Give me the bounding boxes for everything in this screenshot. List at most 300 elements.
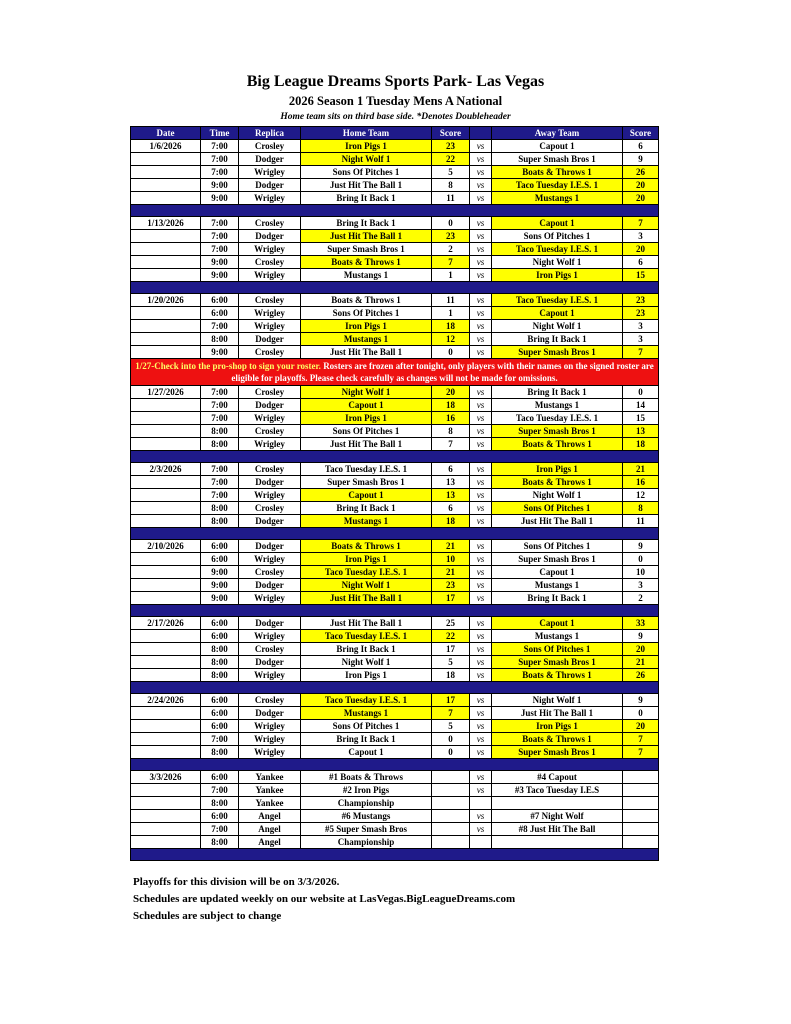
game-date: 1/20/2026 <box>131 294 201 307</box>
field-replica: Wrigley <box>239 630 301 643</box>
away-team: Iron Pigs 1 <box>492 720 623 733</box>
game-date <box>131 515 201 528</box>
away-team <box>492 797 623 810</box>
home-team: Bring It Back 1 <box>301 502 432 515</box>
col-away-team: Away Team <box>492 127 623 140</box>
week-separator <box>131 849 659 861</box>
game-row <box>131 656 659 669</box>
home-team: Night Wolf 1 <box>301 656 432 669</box>
footer-disclaimer: Schedules are subject to change <box>133 910 282 922</box>
home-score: 11 <box>432 294 470 307</box>
field-replica: Crosley <box>239 463 301 476</box>
game-time: 7:00 <box>201 823 239 836</box>
away-team: Bring It Back 1 <box>492 592 623 605</box>
game-row <box>131 153 659 166</box>
home-team: Sons Of Pitches 1 <box>301 425 432 438</box>
home-score <box>432 771 470 784</box>
announcement-highlight: 1/27-Check into the pro-shop to sign your roster. <box>135 361 321 371</box>
game-row <box>131 810 659 823</box>
game-row <box>131 784 659 797</box>
away-team: Capout 1 <box>492 140 623 153</box>
home-team: Taco Tuesday I.E.S. 1 <box>301 463 432 476</box>
home-score: 6 <box>432 502 470 515</box>
away-score: 6 <box>623 256 659 269</box>
game-date <box>131 438 201 451</box>
home-score: 2 <box>432 243 470 256</box>
vs-label: vs <box>470 630 492 643</box>
field-replica: Wrigley <box>239 412 301 425</box>
game-date: 2/24/2026 <box>131 694 201 707</box>
away-score: 20 <box>623 643 659 656</box>
away-team: Mustangs 1 <box>492 192 623 205</box>
field-replica: Yankee <box>239 784 301 797</box>
field-replica: Dodger <box>239 230 301 243</box>
away-team: Sons Of Pitches 1 <box>492 540 623 553</box>
home-score: 1 <box>432 307 470 320</box>
home-score: 13 <box>432 476 470 489</box>
home-score <box>432 784 470 797</box>
home-score: 18 <box>432 669 470 682</box>
game-time: 7:00 <box>201 476 239 489</box>
away-score: 10 <box>623 566 659 579</box>
vs-label: vs <box>470 476 492 489</box>
game-date <box>131 592 201 605</box>
home-team: Capout 1 <box>301 399 432 412</box>
game-date <box>131 669 201 682</box>
home-score: 0 <box>432 217 470 230</box>
away-score: 3 <box>623 333 659 346</box>
vs-label: vs <box>470 553 492 566</box>
away-score: 7 <box>623 733 659 746</box>
away-team: Mustangs 1 <box>492 630 623 643</box>
away-score <box>623 784 659 797</box>
vs-label: vs <box>470 592 492 605</box>
vs-label: vs <box>470 179 492 192</box>
away-score <box>623 836 659 849</box>
game-date: 2/10/2026 <box>131 540 201 553</box>
vs-label: vs <box>470 399 492 412</box>
home-team: Iron Pigs 1 <box>301 140 432 153</box>
col-date: Date <box>131 127 201 140</box>
game-row <box>131 771 659 784</box>
home-score <box>432 810 470 823</box>
game-date <box>131 320 201 333</box>
away-team: Boats & Throws 1 <box>492 669 623 682</box>
away-score: 20 <box>623 192 659 205</box>
field-replica: Crosley <box>239 694 301 707</box>
home-score: 10 <box>432 553 470 566</box>
home-team: Sons Of Pitches 1 <box>301 307 432 320</box>
vs-label: vs <box>470 192 492 205</box>
game-time: 7:00 <box>201 320 239 333</box>
away-score: 20 <box>623 243 659 256</box>
game-time: 6:00 <box>201 720 239 733</box>
away-score: 18 <box>623 438 659 451</box>
game-time: 6:00 <box>201 540 239 553</box>
home-score: 22 <box>432 153 470 166</box>
field-replica: Crosley <box>239 294 301 307</box>
game-date <box>131 179 201 192</box>
game-row <box>131 140 659 153</box>
col-away-score: Score <box>623 127 659 140</box>
away-team: Capout 1 <box>492 566 623 579</box>
game-row <box>131 179 659 192</box>
field-replica: Crosley <box>239 386 301 399</box>
home-score: 5 <box>432 720 470 733</box>
separator-bar <box>131 759 659 771</box>
game-time: 8:00 <box>201 643 239 656</box>
away-team: Mustangs 1 <box>492 399 623 412</box>
game-time: 8:00 <box>201 502 239 515</box>
away-score: 3 <box>623 230 659 243</box>
away-score: 16 <box>623 476 659 489</box>
col-vs <box>470 127 492 140</box>
home-score: 25 <box>432 617 470 630</box>
home-team: Taco Tuesday I.E.S. 1 <box>301 694 432 707</box>
game-time: 6:00 <box>201 553 239 566</box>
away-team: Bring It Back 1 <box>492 333 623 346</box>
game-row <box>131 307 659 320</box>
game-time: 9:00 <box>201 566 239 579</box>
game-time: 9:00 <box>201 346 239 359</box>
home-team: Iron Pigs 1 <box>301 553 432 566</box>
away-team: Night Wolf 1 <box>492 320 623 333</box>
week-separator <box>131 759 659 771</box>
vs-label <box>470 836 492 849</box>
away-score <box>623 823 659 836</box>
game-date <box>131 823 201 836</box>
vs-label: vs <box>470 256 492 269</box>
home-team: Taco Tuesday I.E.S. 1 <box>301 630 432 643</box>
game-time: 8:00 <box>201 656 239 669</box>
away-score: 14 <box>623 399 659 412</box>
away-score: 9 <box>623 153 659 166</box>
home-team: Boats & Throws 1 <box>301 256 432 269</box>
game-time: 6:00 <box>201 630 239 643</box>
game-date <box>131 810 201 823</box>
away-score: 3 <box>623 320 659 333</box>
field-replica: Crosley <box>239 140 301 153</box>
home-score: 5 <box>432 656 470 669</box>
away-team: #8 Just Hit The Ball <box>492 823 623 836</box>
announcement-cell <box>131 359 659 386</box>
field-replica: Angel <box>239 836 301 849</box>
game-row <box>131 617 659 630</box>
away-team: Just Hit The Ball 1 <box>492 707 623 720</box>
game-row <box>131 269 659 282</box>
game-date <box>131 333 201 346</box>
vs-label: vs <box>470 784 492 797</box>
game-time: 7:00 <box>201 140 239 153</box>
game-date <box>131 797 201 810</box>
game-row <box>131 217 659 230</box>
away-team: Sons Of Pitches 1 <box>492 502 623 515</box>
game-row <box>131 836 659 849</box>
home-team: Super Smash Bros 1 <box>301 243 432 256</box>
separator-bar <box>131 282 659 294</box>
away-team: Taco Tuesday I.E.S. 1 <box>492 243 623 256</box>
home-team: Super Smash Bros 1 <box>301 476 432 489</box>
game-time: 6:00 <box>201 307 239 320</box>
game-row <box>131 399 659 412</box>
vs-label: vs <box>470 294 492 307</box>
field-replica: Wrigley <box>239 320 301 333</box>
separator-bar <box>131 605 659 617</box>
game-date <box>131 746 201 759</box>
home-score: 7 <box>432 438 470 451</box>
vs-label: vs <box>470 540 492 553</box>
home-score: 23 <box>432 579 470 592</box>
vs-label <box>470 797 492 810</box>
home-team: #1 Boats & Throws <box>301 771 432 784</box>
game-time: 7:00 <box>201 230 239 243</box>
game-time: 9:00 <box>201 256 239 269</box>
home-team: Mustangs 1 <box>301 333 432 346</box>
home-score: 23 <box>432 230 470 243</box>
game-time: 7:00 <box>201 784 239 797</box>
away-score: 12 <box>623 489 659 502</box>
vs-label: vs <box>470 269 492 282</box>
game-date <box>131 476 201 489</box>
game-time: 8:00 <box>201 746 239 759</box>
home-team: Mustangs 1 <box>301 515 432 528</box>
away-team: Mustangs 1 <box>492 579 623 592</box>
game-row <box>131 320 659 333</box>
game-date: 1/6/2026 <box>131 140 201 153</box>
field-replica: Dodger <box>239 515 301 528</box>
away-score: 0 <box>623 553 659 566</box>
away-team: Taco Tuesday I.E.S. 1 <box>492 179 623 192</box>
home-score <box>432 797 470 810</box>
away-team: Taco Tuesday I.E.S. 1 <box>492 294 623 307</box>
week-separator <box>131 528 659 540</box>
game-time: 8:00 <box>201 669 239 682</box>
game-time: 9:00 <box>201 179 239 192</box>
game-row <box>131 707 659 720</box>
game-time: 8:00 <box>201 515 239 528</box>
game-date <box>131 425 201 438</box>
field-replica: Dodger <box>239 333 301 346</box>
game-time: 8:00 <box>201 438 239 451</box>
field-replica: Dodger <box>239 579 301 592</box>
away-score: 7 <box>623 346 659 359</box>
schedule-note: Home team sits on third base side. *Denotes Doubleheader <box>280 112 511 122</box>
field-replica: Crosley <box>239 566 301 579</box>
field-replica: Crosley <box>239 346 301 359</box>
home-team: Sons Of Pitches 1 <box>301 166 432 179</box>
field-replica: Wrigley <box>239 669 301 682</box>
field-replica: Angel <box>239 823 301 836</box>
game-date <box>131 307 201 320</box>
game-time: 7:00 <box>201 463 239 476</box>
away-team: Bring It Back 1 <box>492 386 623 399</box>
home-score: 0 <box>432 346 470 359</box>
home-team: Just Hit The Ball 1 <box>301 346 432 359</box>
separator-bar <box>131 849 659 861</box>
home-team: Night Wolf 1 <box>301 386 432 399</box>
game-time: 8:00 <box>201 797 239 810</box>
vs-label: vs <box>470 333 492 346</box>
away-score: 11 <box>623 515 659 528</box>
home-score: 22 <box>432 630 470 643</box>
schedule-table <box>130 126 659 861</box>
game-date: 3/3/2026 <box>131 771 201 784</box>
away-score: 13 <box>623 425 659 438</box>
game-time: 6:00 <box>201 810 239 823</box>
game-row <box>131 540 659 553</box>
game-row <box>131 243 659 256</box>
vs-label: vs <box>470 489 492 502</box>
header-row <box>131 127 659 140</box>
field-replica: Wrigley <box>239 243 301 256</box>
game-date <box>131 733 201 746</box>
vs-label: vs <box>470 463 492 476</box>
game-row <box>131 579 659 592</box>
roster-announcement <box>131 359 659 386</box>
col-home-score: Score <box>432 127 470 140</box>
vs-label: vs <box>470 243 492 256</box>
home-team: Night Wolf 1 <box>301 153 432 166</box>
game-time: 6:00 <box>201 771 239 784</box>
game-row <box>131 463 659 476</box>
game-date <box>131 192 201 205</box>
vs-label: vs <box>470 656 492 669</box>
field-replica: Dodger <box>239 656 301 669</box>
away-score <box>623 797 659 810</box>
game-date: 1/27/2026 <box>131 386 201 399</box>
home-team: Iron Pigs 1 <box>301 412 432 425</box>
home-score: 21 <box>432 540 470 553</box>
vs-label: vs <box>470 386 492 399</box>
field-replica: Dodger <box>239 399 301 412</box>
game-date: 2/3/2026 <box>131 463 201 476</box>
field-replica: Crosley <box>239 643 301 656</box>
vs-label: vs <box>470 515 492 528</box>
away-score: 26 <box>623 166 659 179</box>
game-row <box>131 476 659 489</box>
vs-label: vs <box>470 217 492 230</box>
away-team: #4 Capout <box>492 771 623 784</box>
field-replica: Wrigley <box>239 192 301 205</box>
game-date <box>131 489 201 502</box>
vs-label: vs <box>470 707 492 720</box>
game-row <box>131 643 659 656</box>
game-time: 8:00 <box>201 333 239 346</box>
home-score: 16 <box>432 412 470 425</box>
away-score: 7 <box>623 217 659 230</box>
field-replica: Crosley <box>239 502 301 515</box>
page-subtitle: 2026 Season 1 Tuesday Mens A National <box>288 94 503 108</box>
game-row <box>131 566 659 579</box>
home-team: #5 Super Smash Bros <box>301 823 432 836</box>
away-score <box>623 810 659 823</box>
vs-label: vs <box>470 810 492 823</box>
game-time: 6:00 <box>201 617 239 630</box>
field-replica: Wrigley <box>239 720 301 733</box>
col-home-team: Home Team <box>301 127 432 140</box>
away-team: Boats & Throws 1 <box>492 438 623 451</box>
game-date <box>131 579 201 592</box>
away-score: 7 <box>623 746 659 759</box>
home-team: Bring It Back 1 <box>301 643 432 656</box>
footer-playoffs: Playoffs for this division will be on 3/3/2026. <box>133 876 340 888</box>
game-time: 6:00 <box>201 294 239 307</box>
home-score: 21 <box>432 566 470 579</box>
game-time: 7:00 <box>201 153 239 166</box>
game-date <box>131 784 201 797</box>
away-score: 20 <box>623 179 659 192</box>
game-row <box>131 256 659 269</box>
home-team: Championship <box>301 797 432 810</box>
away-team: Sons Of Pitches 1 <box>492 643 623 656</box>
game-date <box>131 502 201 515</box>
away-team: #3 Taco Tuesday I.E.S <box>492 784 623 797</box>
away-score: 23 <box>623 294 659 307</box>
game-date <box>131 630 201 643</box>
away-score: 21 <box>623 463 659 476</box>
away-team: Super Smash Bros 1 <box>492 425 623 438</box>
game-time: 9:00 <box>201 592 239 605</box>
week-separator <box>131 282 659 294</box>
game-time: 9:00 <box>201 579 239 592</box>
week-separator <box>131 205 659 217</box>
game-row <box>131 412 659 425</box>
game-row <box>131 192 659 205</box>
away-team: Night Wolf 1 <box>492 256 623 269</box>
field-replica: Wrigley <box>239 592 301 605</box>
game-date <box>131 153 201 166</box>
home-score: 8 <box>432 425 470 438</box>
schedule-body <box>131 140 659 861</box>
game-row <box>131 386 659 399</box>
vs-label: vs <box>470 502 492 515</box>
home-team: #2 Iron Pigs <box>301 784 432 797</box>
home-team: Sons Of Pitches 1 <box>301 720 432 733</box>
vs-label: vs <box>470 771 492 784</box>
home-score: 6 <box>432 463 470 476</box>
game-time: 8:00 <box>201 425 239 438</box>
home-team: Bring It Back 1 <box>301 733 432 746</box>
game-row <box>131 720 659 733</box>
home-team: Bring It Back 1 <box>301 192 432 205</box>
away-team: Iron Pigs 1 <box>492 269 623 282</box>
game-row <box>131 630 659 643</box>
game-row <box>131 294 659 307</box>
away-score: 33 <box>623 617 659 630</box>
home-team: Taco Tuesday I.E.S. 1 <box>301 566 432 579</box>
vs-label: vs <box>470 412 492 425</box>
home-team: Just Hit The Ball 1 <box>301 592 432 605</box>
away-team <box>492 836 623 849</box>
field-replica: Yankee <box>239 771 301 784</box>
vs-label: vs <box>470 720 492 733</box>
game-time: 7:00 <box>201 733 239 746</box>
home-score: 18 <box>432 399 470 412</box>
field-replica: Wrigley <box>239 733 301 746</box>
game-time: 7:00 <box>201 386 239 399</box>
home-team: Boats & Throws 1 <box>301 294 432 307</box>
home-score: 23 <box>432 140 470 153</box>
field-replica: Crosley <box>239 256 301 269</box>
home-score: 11 <box>432 192 470 205</box>
separator-bar <box>131 528 659 540</box>
game-row <box>131 489 659 502</box>
away-score: 2 <box>623 592 659 605</box>
game-row <box>131 823 659 836</box>
field-replica: Wrigley <box>239 269 301 282</box>
footer-website: Schedules are updated weekly on our website at LasVegas.BigLeagueDreams.com <box>133 893 516 905</box>
home-team: Boats & Throws 1 <box>301 540 432 553</box>
